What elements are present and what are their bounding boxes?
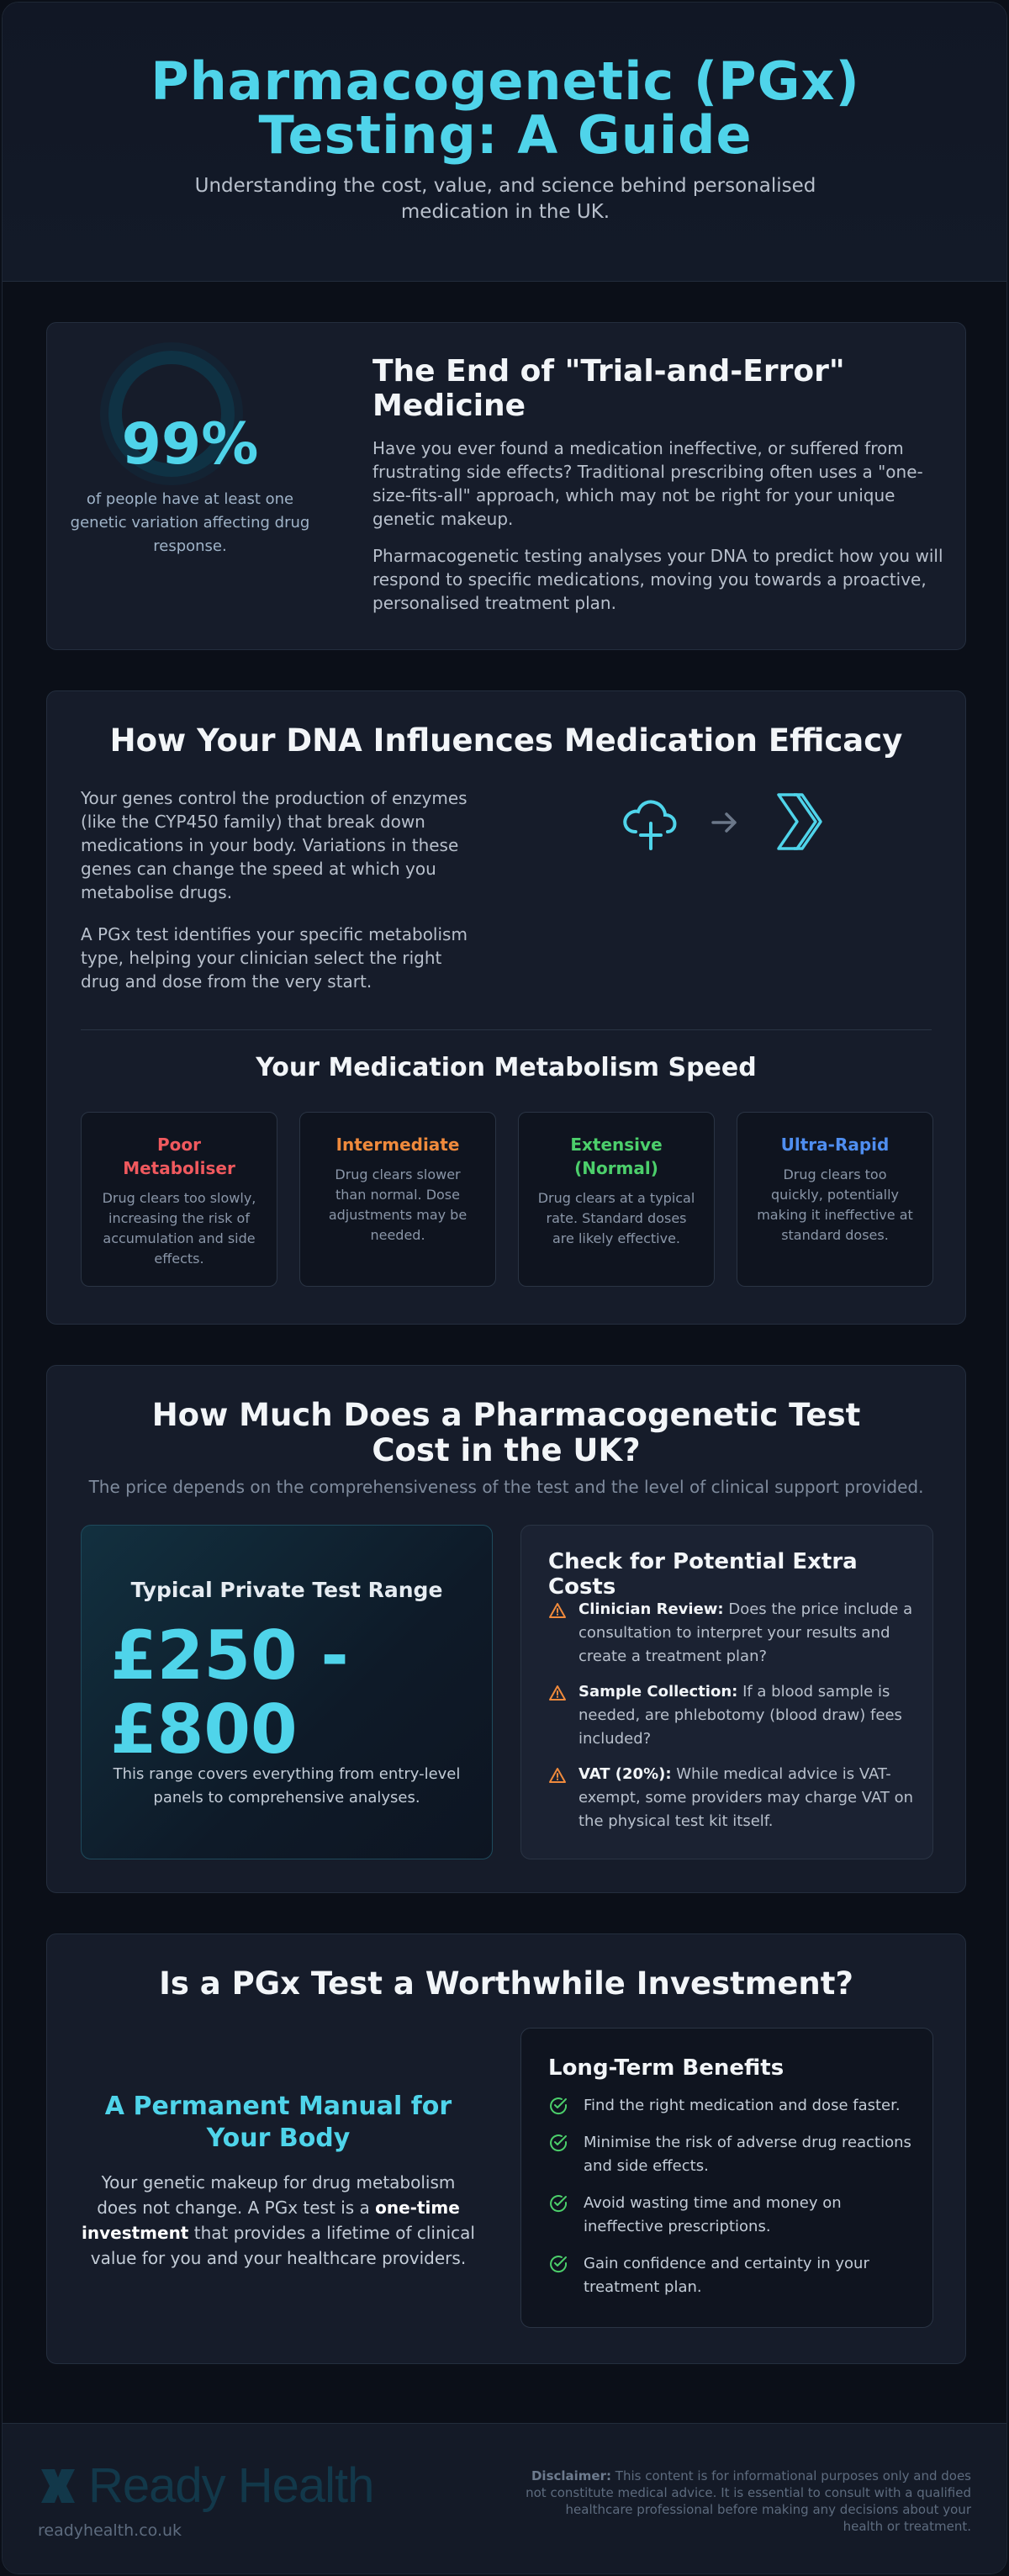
dna-paragraph-1: Your genes control the production of enzymes (like the CYP450 family) that break down medications in your body. Variations in these genes can change the speed at which you metabolise drugs.	[81, 788, 468, 902]
price-range-line-1: £250 -	[110, 1616, 349, 1695]
extra-cost-item	[548, 1598, 918, 1669]
site-link[interactable]: readyhealth.co.uk	[38, 2521, 182, 2540]
dna-title: How Your DNA Influences Medication Efficacy	[109, 722, 903, 759]
footer	[3, 2423, 1007, 2574]
arrow-right-icon	[708, 806, 742, 839]
stat-caption: of people have at least one genetic variation affecting drug response.	[70, 490, 310, 555]
dna-divider	[81, 1029, 932, 1030]
benefit-text: Gain confidence and certainty in your treatment plan.	[584, 2255, 869, 2296]
metaboliser-desc: Drug clears too slowly, increasing the risk of accumulation and side effects.	[102, 1190, 256, 1267]
metaboliser-card-extensive	[518, 1112, 715, 1287]
price-range-line-2: £800	[110, 1690, 298, 1769]
benefits-title: Long-Term Benefits	[548, 2055, 784, 2081]
infographic-frame	[2, 2, 1007, 2574]
hero-header	[3, 3, 1007, 282]
metaboliser-name: Intermediate	[335, 1135, 460, 1155]
disclaimer	[526, 2468, 971, 2535]
benefit-text: Find the right medication and dose faster.	[584, 2097, 901, 2114]
benefit-text: Avoid wasting time and money on ineffective prescriptions.	[584, 2194, 842, 2235]
fast-forward-icon	[772, 788, 831, 855]
metaboliser-desc: Drug clears slower than normal. Dose adjustments may be needed.	[328, 1166, 468, 1243]
metaboliser-desc: Drug clears at a typical rate. Standard doses are likely effective.	[537, 1190, 695, 1246]
extra-costs-box	[520, 1525, 933, 1859]
check-circle-icon	[548, 2193, 568, 2214]
page-title	[3, 50, 1007, 166]
benefit-item	[548, 2131, 918, 2178]
title-line-1: Pharmacogenetic (PGx)	[151, 50, 860, 112]
metabolism-speed-title: Your Medication Metabolism Speed	[256, 1053, 757, 1082]
benefits-box	[520, 2028, 933, 2328]
title-line-2: Testing: A Guide	[258, 104, 753, 166]
permanent-manual-title: A Permanent Manual for Your Body	[104, 2092, 452, 2153]
perm-text-bold: one-time investment	[82, 2198, 460, 2243]
stat-value: 99%	[121, 411, 259, 478]
metaboliser-card-intermediate	[299, 1112, 496, 1287]
metaboliser-card-ultra-rapid	[737, 1112, 933, 1287]
price-range-caption: This range covers everything from entry-level panels to comprehensive analyses.	[113, 1765, 461, 1806]
warning-icon	[548, 1685, 567, 1701]
perm-text-part: Your genetic makeup for drug metabolism does not change. A PGx test is a	[97, 2172, 456, 2218]
price-range-value	[110, 1616, 480, 1769]
cost-subtitle: The price depends on the comprehensiveness of the test and the level of clinical support provided.	[88, 1477, 924, 1497]
metaboliser-name: Ultra-Rapid	[780, 1135, 890, 1155]
extra-cost-item	[548, 1763, 918, 1833]
extra-cost-text: While medical advice is VAT-exempt, some providers may charge VAT on the physical test kit itself.	[578, 1765, 914, 1830]
benefit-item	[548, 2094, 918, 2118]
extra-cost-label: Clinician Review:	[578, 1600, 724, 1618]
cost-title: How Much Does a Pharmacogenetic Test Cost in the UK?	[151, 1397, 861, 1468]
benefit-text: Minimise the risk of adverse drug reactions and side effects.	[584, 2134, 911, 2175]
check-circle-icon	[548, 2133, 568, 2153]
disclaimer-label: Disclaimer:	[531, 2468, 612, 2483]
dna-paragraph-2: A PGx test identifies your specific metabolism type, helping your clinician select the right drug and dose from the very start.	[81, 924, 468, 992]
extra-cost-text: Does the price include a consultation to interpret your results and create a treatment plan?	[578, 1600, 913, 1665]
intro-paragraph-2: Pharmacogenetic testing analyses your DNA to predict how you will respond to specific medications, moving you towards a proactive, personalised treatment plan.	[372, 546, 943, 613]
dna-card	[46, 690, 966, 1325]
metaboliser-name: Poor Metaboliser	[123, 1135, 235, 1178]
intro-paragraph-1: Have you ever found a medication ineffective, or suffered from frustrating side effects? Traditional prescribing often uses a "one-size-fits-all" approach, which may not be right for your unique genetic makeup.	[372, 438, 923, 529]
benefit-item	[548, 2192, 918, 2239]
logo-icon	[38, 2466, 78, 2506]
extra-cost-text: If a blood sample is needed, are phlebotomy (blood draw) fees included?	[578, 1683, 902, 1748]
investment-title: Is a PGx Test a Worthwhile Investment?	[159, 1965, 853, 2002]
warning-icon	[548, 1767, 567, 1784]
cloud-upload-icon	[619, 788, 686, 855]
extra-cost-label: Sample Collection:	[578, 1683, 738, 1701]
benefit-item	[548, 2252, 918, 2299]
extra-cost-label: VAT (20%):	[578, 1765, 672, 1783]
check-circle-icon	[548, 2096, 568, 2116]
metaboliser-desc: Drug clears too quickly, potentially making it ineffective at standard doses.	[757, 1166, 913, 1243]
page-subtitle: Understanding the cost, value, and science behind personalised medication in the UK.	[194, 175, 816, 223]
intro-title: The End of "Trial-and-Error" Medicine	[372, 354, 845, 423]
investment-card	[46, 1933, 966, 2364]
price-range-label: Typical Private Test Range	[130, 1578, 443, 1602]
logo-text: Ready Health	[88, 2458, 374, 2513]
warning-icon	[548, 1602, 567, 1619]
metaboliser-name: Extensive (Normal)	[570, 1135, 663, 1178]
check-circle-icon	[548, 2254, 568, 2274]
perm-text-part: that provides a lifetime of clinical value for you and your healthcare providers.	[90, 2223, 475, 2268]
cost-card	[46, 1365, 966, 1893]
extra-cost-item	[548, 1680, 918, 1751]
price-range-box	[81, 1525, 493, 1859]
metaboliser-card-poor	[81, 1112, 277, 1287]
permanent-manual-text	[81, 2170, 476, 2271]
intro-card	[46, 322, 966, 650]
extra-costs-title: Check for Potential Extra Costs	[548, 1549, 858, 1600]
disclaimer-text: This content is for informational purposes only and does not constitute medical advice. It is essential to consult with a qualified healthcare professional before making any decisions about your health or treatment.	[526, 2468, 971, 2534]
